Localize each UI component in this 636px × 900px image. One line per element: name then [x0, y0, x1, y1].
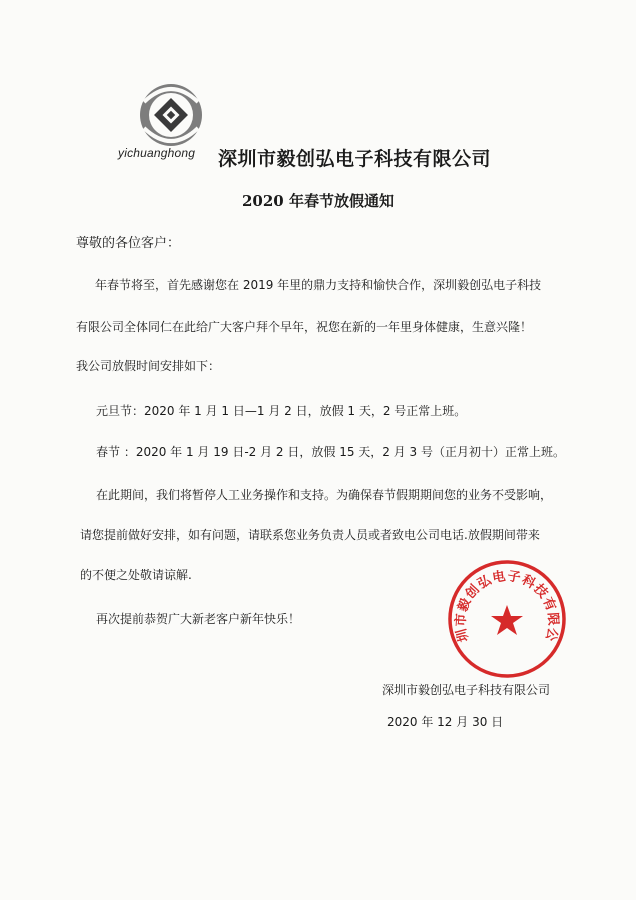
spring-festival-holiday: 春节 ：2020 年 1 月 19 日-2 月 2 日，放假 15 天，2 月 3 号（正月初十）正常上班。 — [96, 445, 565, 459]
paragraph-1-line-2: 有限公司全体同仁在此给广大客户拜个早年，祝您在新的一年里身体健康，生意兴隆！ — [76, 320, 533, 334]
signature-company: 深圳市毅创弘电子科技有限公司 — [382, 683, 551, 697]
paragraph-2-line-2: 请您提前做好安排，如有问题，请联系您业务负责人员或者致电公司电话.放假期间带来 — [80, 528, 540, 542]
new-year-holiday: 元旦节：2020 年 1 月 1 日—1 月 2 日，放假 1 天，2 号正常上班。 — [96, 404, 467, 418]
svg-text:深圳市毅创弘电子科技有限公司: 圳市毅创弘电子科技有限公 — [453, 568, 561, 644]
logo-brand-text: yichuanghong — [118, 146, 196, 160]
company-seal — [446, 558, 568, 680]
schedule-intro: 我公司放假时间安排如下： — [76, 359, 221, 373]
closing-greeting: 再次提前恭贺广大新老客户新年快乐！ — [96, 612, 301, 626]
signature-date: 2020 年 12 月 30 日 — [387, 715, 504, 729]
company-logo — [118, 82, 228, 162]
greeting: 尊敬的各位客户： — [76, 236, 181, 251]
paragraph-2-line-1: 在此期间，我们将暂停人工业务操作和支持。为确保春节假期期间您的业务不受影响， — [96, 488, 553, 502]
paragraph-1-line-1: 年春节将至，首先感谢您在 2019 年里的鼎力支持和愉快合作，深圳毅创弘电子科技 — [95, 278, 542, 292]
notice-title: 2020 年春节放假通知 — [242, 192, 394, 210]
company-seal-icon — [446, 558, 568, 680]
company-name: 深圳市毅创弘电子科技有限公司 — [218, 148, 492, 170]
logo-emblem-icon — [128, 82, 214, 148]
paragraph-2-line-3: 的不便之处敬请谅解. — [80, 568, 192, 582]
